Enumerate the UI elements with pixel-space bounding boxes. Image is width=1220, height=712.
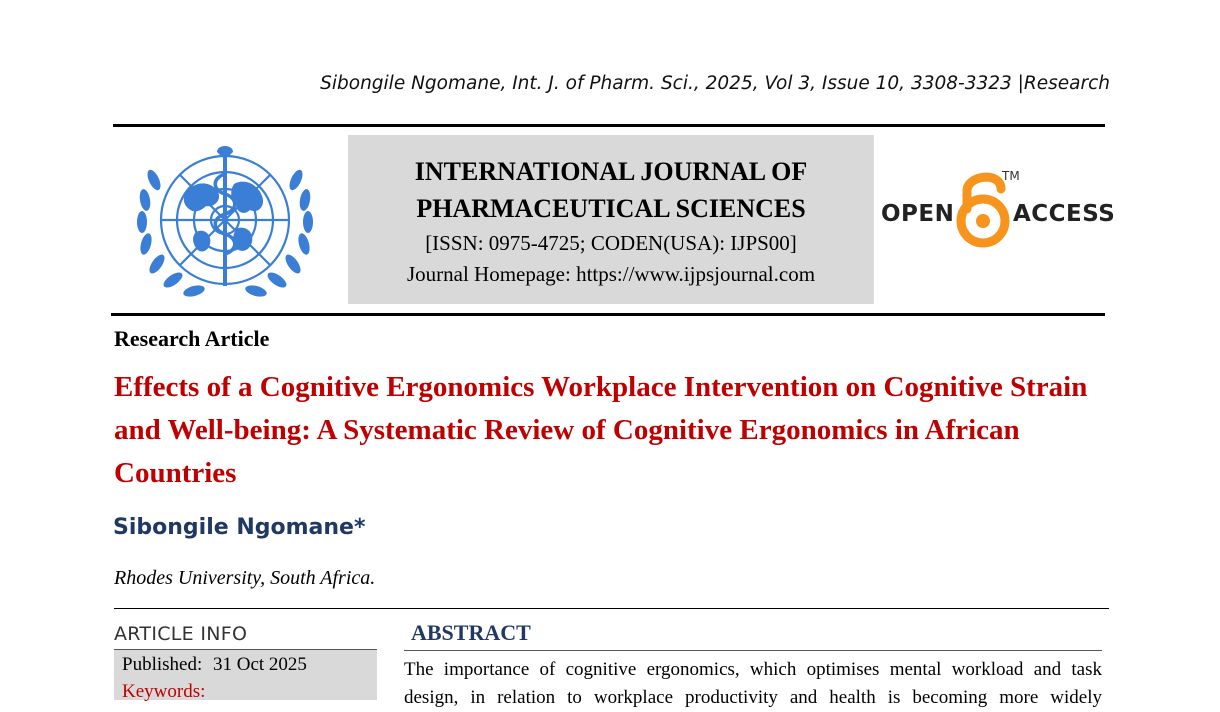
author-name[interactable]: Sibongile Ngomane* [113,515,366,540]
article-type: Research Article [114,326,270,351]
journal-title-line2: PHARMACEUTICAL SCIENCES [416,194,806,223]
open-access-tm: TM [1002,169,1020,183]
article-title: Effects of a Cognitive Ergonomics Workplace Intervention on Cognitive Strain and Well-being: A Systematic Review of Cognitive Ergonomics in African Countries [114,371,1088,489]
open-access-logo [880,165,1116,251]
header-rule-top [113,124,1105,127]
published-date: 31 Oct 2025 [212,654,307,675]
journal-homepage: Journal Homepage: https://www.ijpsjournal.com [406,262,816,286]
abstract-rule [404,650,1102,651]
article-info-heading: ARTICLE INFO [114,623,248,645]
abstract-text: The importance of cognitive ergonomics, which optimises mental workload and task design, in relation to workplace productivity and health is becoming more widely [404,659,1102,708]
keywords-label: Keywords: [122,681,206,702]
header-rule-bottom [111,313,1105,316]
open-access-left-text: OPEN [881,201,955,227]
journal-emblem-logo [126,140,324,304]
journal-title-line1: INTERNATIONAL JOURNAL OF [414,157,808,186]
journal-masthead [348,135,874,304]
abstract-heading: ABSTRACT [411,620,531,645]
author-affiliation: Rhodes University, South Africa. [114,567,376,589]
open-access-right-text: ACCESS [1013,201,1116,227]
published-line [122,654,307,676]
section-divider [114,608,1109,609]
published-label: Published: [122,654,203,675]
running-head: Sibongile Ngomane, Int. J. of Pharm. Sci., 2025, Vol 3, Issue 10, 3308-3323 |Research [320,73,1110,94]
journal-issn: [ISSN: 0975-4725; CODEN(USA): IJPS00] [425,231,797,255]
journal-title [348,153,874,227]
